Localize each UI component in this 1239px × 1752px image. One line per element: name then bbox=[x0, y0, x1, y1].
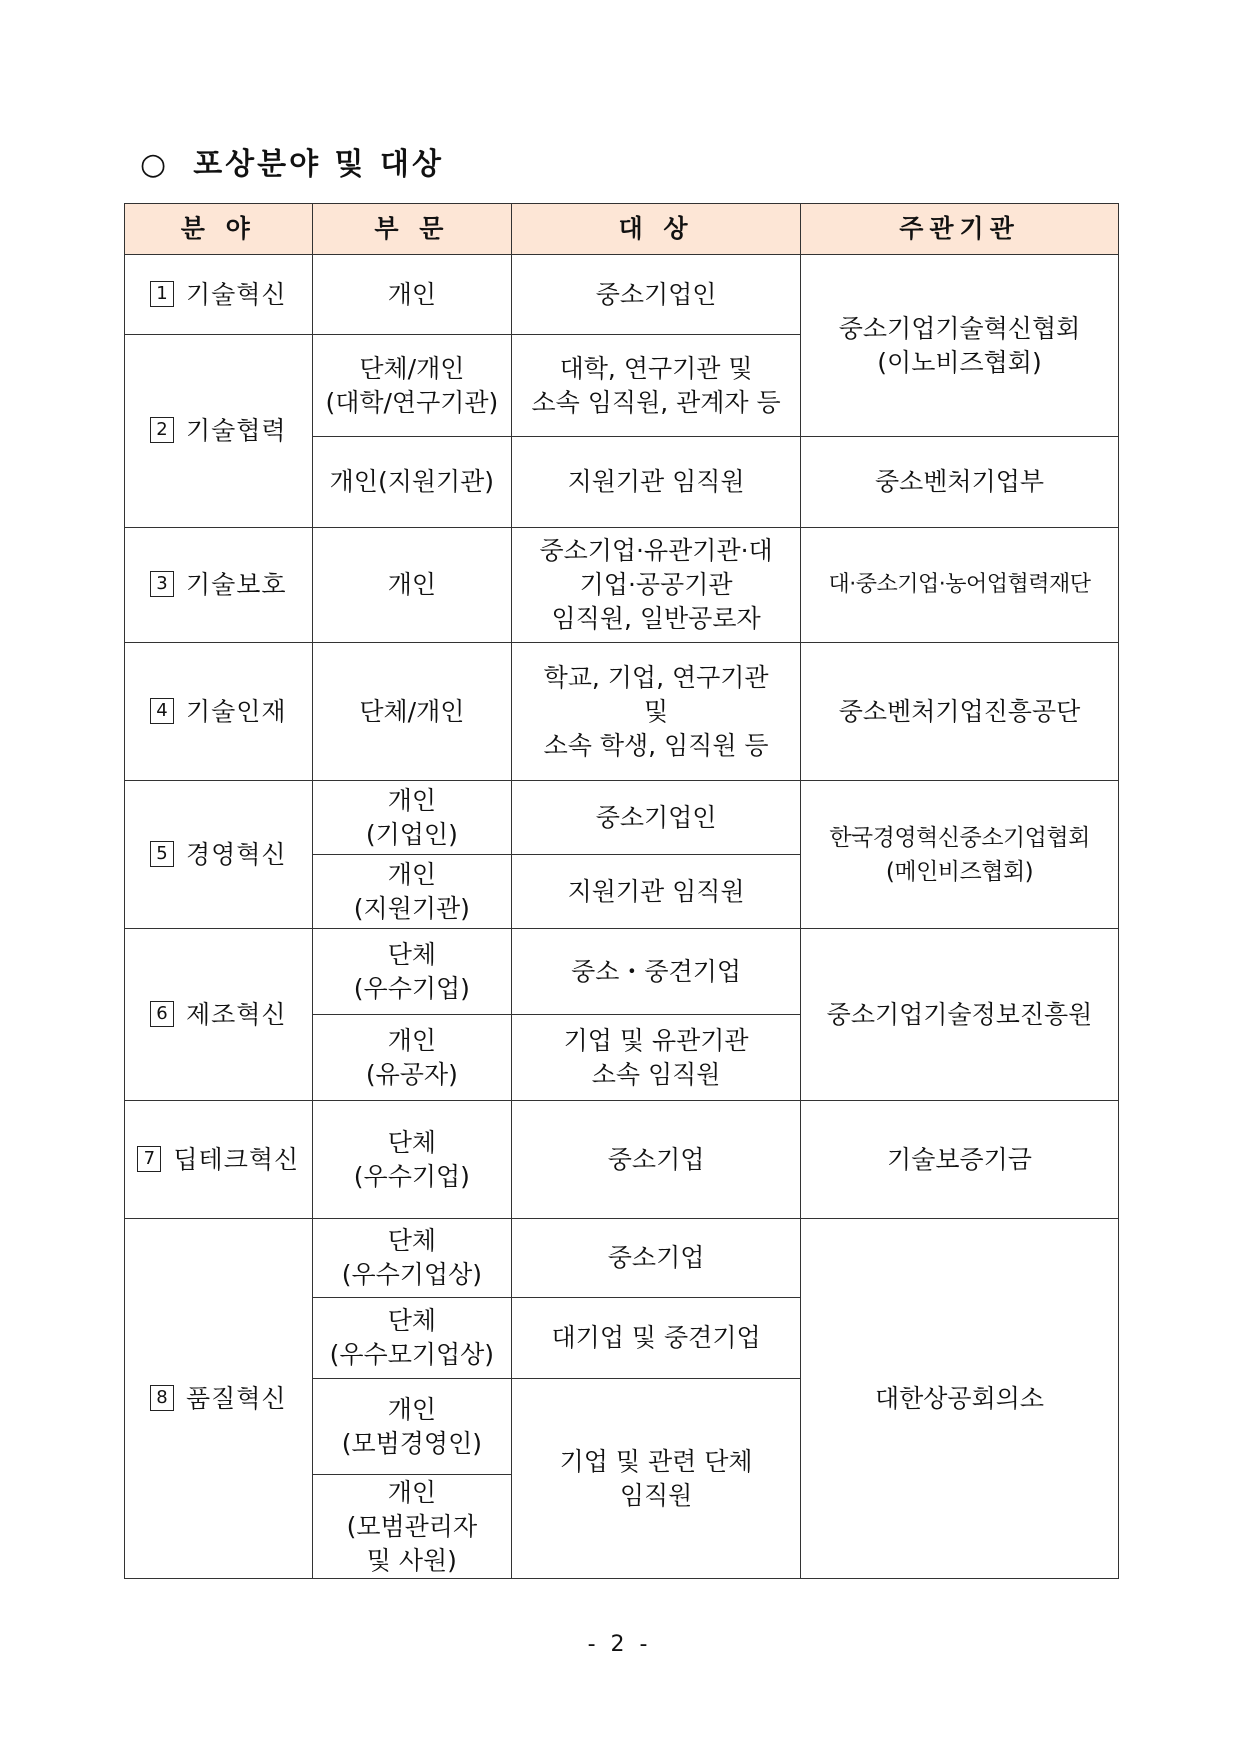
division-cell bbox=[312, 1219, 512, 1298]
field-cell bbox=[125, 643, 313, 781]
division-line: 및 사원) bbox=[366, 1545, 457, 1575]
organizer-cell bbox=[801, 781, 1119, 929]
target-line: 학교, 기업, 연구기관 bbox=[543, 662, 769, 692]
target-cell bbox=[512, 781, 801, 855]
header-division: 부 문 bbox=[312, 204, 512, 255]
target-line: 대기업 및 중견기업 bbox=[551, 1323, 761, 1352]
organizer-line: 기술보증기금 bbox=[887, 1144, 1032, 1174]
division-line: (우수기업) bbox=[353, 973, 470, 1003]
field-cell bbox=[125, 335, 313, 528]
target-line: 소속 학생, 임직원 등 bbox=[543, 730, 769, 760]
organizer-cell bbox=[801, 929, 1119, 1101]
table-row bbox=[125, 528, 1119, 643]
field-cell bbox=[125, 255, 313, 335]
division-line: 개인 bbox=[387, 785, 437, 815]
target-line: 임직원, 일반공로자 bbox=[551, 604, 761, 633]
organizer-line: 중소기업기술혁신협회 bbox=[838, 313, 1081, 343]
organizer-cell bbox=[801, 643, 1119, 781]
award-table bbox=[124, 203, 1119, 1579]
division-cell bbox=[312, 1379, 512, 1475]
table-row bbox=[125, 643, 1119, 781]
table-row bbox=[125, 1101, 1119, 1219]
division-line: (대학/연구기관) bbox=[325, 387, 499, 417]
organizer-line: 중소기업기술정보진흥원 bbox=[826, 999, 1093, 1029]
division-line: 개인(지원기관) bbox=[329, 467, 495, 496]
organizer-line: 대한상공회의소 bbox=[874, 1383, 1045, 1413]
field-name: 경영혁신 bbox=[185, 839, 287, 869]
division-line: (모범경영인) bbox=[341, 1428, 482, 1458]
field-cell bbox=[125, 929, 313, 1101]
target-line: 지원기관 임직원 bbox=[567, 876, 745, 906]
header-target: 대 상 bbox=[512, 204, 801, 255]
division-line: 개인 bbox=[387, 1025, 437, 1055]
organizer-line: (이노비즈협회) bbox=[877, 347, 1042, 377]
target-line: 기업 및 관련 단체 bbox=[559, 1446, 753, 1476]
division-cell bbox=[312, 255, 512, 335]
target-cell bbox=[512, 643, 801, 781]
section-heading bbox=[140, 140, 444, 190]
organizer-line: 중소벤처기업진흥공단 bbox=[838, 696, 1081, 726]
target-line: 지원기관 임직원 bbox=[567, 467, 745, 496]
division-cell bbox=[312, 528, 512, 643]
division-line: 개인 bbox=[387, 279, 437, 309]
division-cell bbox=[312, 437, 512, 528]
division-line: 단체/개인 bbox=[359, 696, 465, 726]
division-cell bbox=[312, 1475, 512, 1579]
division-cell bbox=[312, 781, 512, 855]
field-name: 기술인재 bbox=[185, 696, 287, 726]
organizer-cell bbox=[801, 437, 1119, 528]
division-line: 개인 bbox=[387, 1394, 437, 1424]
field-number: 6 bbox=[150, 1001, 174, 1027]
target-cell bbox=[512, 335, 801, 437]
target-cell bbox=[512, 528, 801, 643]
target-line: 중소・중견기업 bbox=[571, 956, 742, 986]
field-number: 4 bbox=[150, 698, 174, 724]
division-line: (우수기업) bbox=[353, 1161, 470, 1191]
target-cell bbox=[512, 1101, 801, 1219]
target-cell bbox=[512, 1219, 801, 1298]
field-number: 5 bbox=[150, 841, 174, 867]
target-line: 기업 및 유관기관 bbox=[563, 1025, 749, 1055]
organizer-line: 중소벤처기업부 bbox=[874, 467, 1045, 496]
field-name: 기술협력 bbox=[185, 416, 287, 445]
table-row bbox=[125, 781, 1119, 855]
division-line: 개인 bbox=[387, 859, 437, 889]
division-line: 단체 bbox=[387, 1306, 437, 1335]
table-row bbox=[125, 929, 1119, 1015]
field-number: 7 bbox=[137, 1146, 161, 1172]
field-name: 기술보호 bbox=[185, 570, 287, 599]
table-row bbox=[125, 255, 1119, 335]
page-number: - 2 - bbox=[587, 1632, 652, 1657]
division-cell bbox=[312, 335, 512, 437]
target-cell bbox=[512, 1379, 801, 1579]
organizer-cell bbox=[801, 1219, 1119, 1579]
organizer-cell bbox=[801, 528, 1119, 643]
field-number: 1 bbox=[150, 281, 174, 307]
target-line: 및 bbox=[644, 696, 669, 726]
target-line: 대학, 연구기관 및 bbox=[559, 353, 753, 383]
section-title: 포상분야 및 대상 bbox=[193, 147, 444, 182]
target-line: 중소기업 bbox=[607, 1243, 705, 1272]
field-cell bbox=[125, 781, 313, 929]
division-cell bbox=[312, 929, 512, 1015]
target-cell bbox=[512, 1298, 801, 1379]
field-name: 제조혁신 bbox=[185, 999, 287, 1029]
target-cell bbox=[512, 255, 801, 335]
division-cell bbox=[312, 1015, 512, 1101]
table-row bbox=[125, 1219, 1119, 1298]
target-cell bbox=[512, 929, 801, 1015]
organizer-line: (메인비즈협회) bbox=[885, 858, 1034, 885]
division-line: 단체 bbox=[387, 1226, 437, 1255]
target-line: 소속 임직원 bbox=[591, 1059, 721, 1089]
target-line: 소속 임직원, 관계자 등 bbox=[531, 387, 781, 417]
division-line: 단체/개인 bbox=[359, 353, 465, 383]
organizer-line: 한국경영혁신중소기업협회 bbox=[829, 824, 1090, 851]
field-cell bbox=[125, 1219, 313, 1579]
division-line: 단체 bbox=[387, 939, 437, 969]
target-cell bbox=[512, 1015, 801, 1101]
division-line: (우수기업상) bbox=[341, 1260, 482, 1289]
division-cell bbox=[312, 855, 512, 929]
field-cell bbox=[125, 528, 313, 643]
division-line: (지원기관) bbox=[353, 893, 470, 923]
field-number: 2 bbox=[150, 417, 174, 443]
field-number: 3 bbox=[150, 571, 174, 597]
division-cell bbox=[312, 1298, 512, 1379]
target-line: 임직원 bbox=[619, 1480, 693, 1510]
division-line: 단체 bbox=[387, 1127, 437, 1157]
field-name: 품질혁신 bbox=[185, 1383, 287, 1413]
field-name: 기술혁신 bbox=[185, 279, 287, 309]
division-line: (모범관리자 bbox=[346, 1511, 478, 1541]
division-line: (기업인) bbox=[365, 819, 458, 849]
target-line: 중소기업인 bbox=[595, 802, 717, 832]
field-name: 딥테크혁신 bbox=[173, 1144, 300, 1174]
header-organizer: 주관기관 bbox=[801, 204, 1119, 255]
field-cell bbox=[125, 1101, 313, 1219]
division-line: 개인 bbox=[387, 570, 437, 599]
division-line: (유공자) bbox=[365, 1059, 458, 1089]
target-line: 기업·공공기관 bbox=[579, 570, 733, 599]
target-line: 중소기업인 bbox=[595, 279, 717, 309]
header-field: 분 야 bbox=[125, 204, 313, 255]
division-cell bbox=[312, 643, 512, 781]
organizer-cell bbox=[801, 255, 1119, 437]
target-cell bbox=[512, 437, 801, 528]
target-cell bbox=[512, 855, 801, 929]
organizer-cell bbox=[801, 1101, 1119, 1219]
header-row bbox=[125, 204, 1119, 255]
target-line: 중소기업·유관기관·대 bbox=[539, 536, 773, 565]
division-cell bbox=[312, 1101, 512, 1219]
bullet-circle: ○ bbox=[140, 147, 170, 182]
field-number: 8 bbox=[150, 1385, 174, 1411]
division-line: (우수모기업상) bbox=[329, 1340, 495, 1369]
organizer-line: 대·중소기업·농어업협력재단 bbox=[828, 572, 1091, 597]
target-line: 중소기업 bbox=[607, 1144, 705, 1174]
division-line: 개인 bbox=[387, 1477, 437, 1507]
